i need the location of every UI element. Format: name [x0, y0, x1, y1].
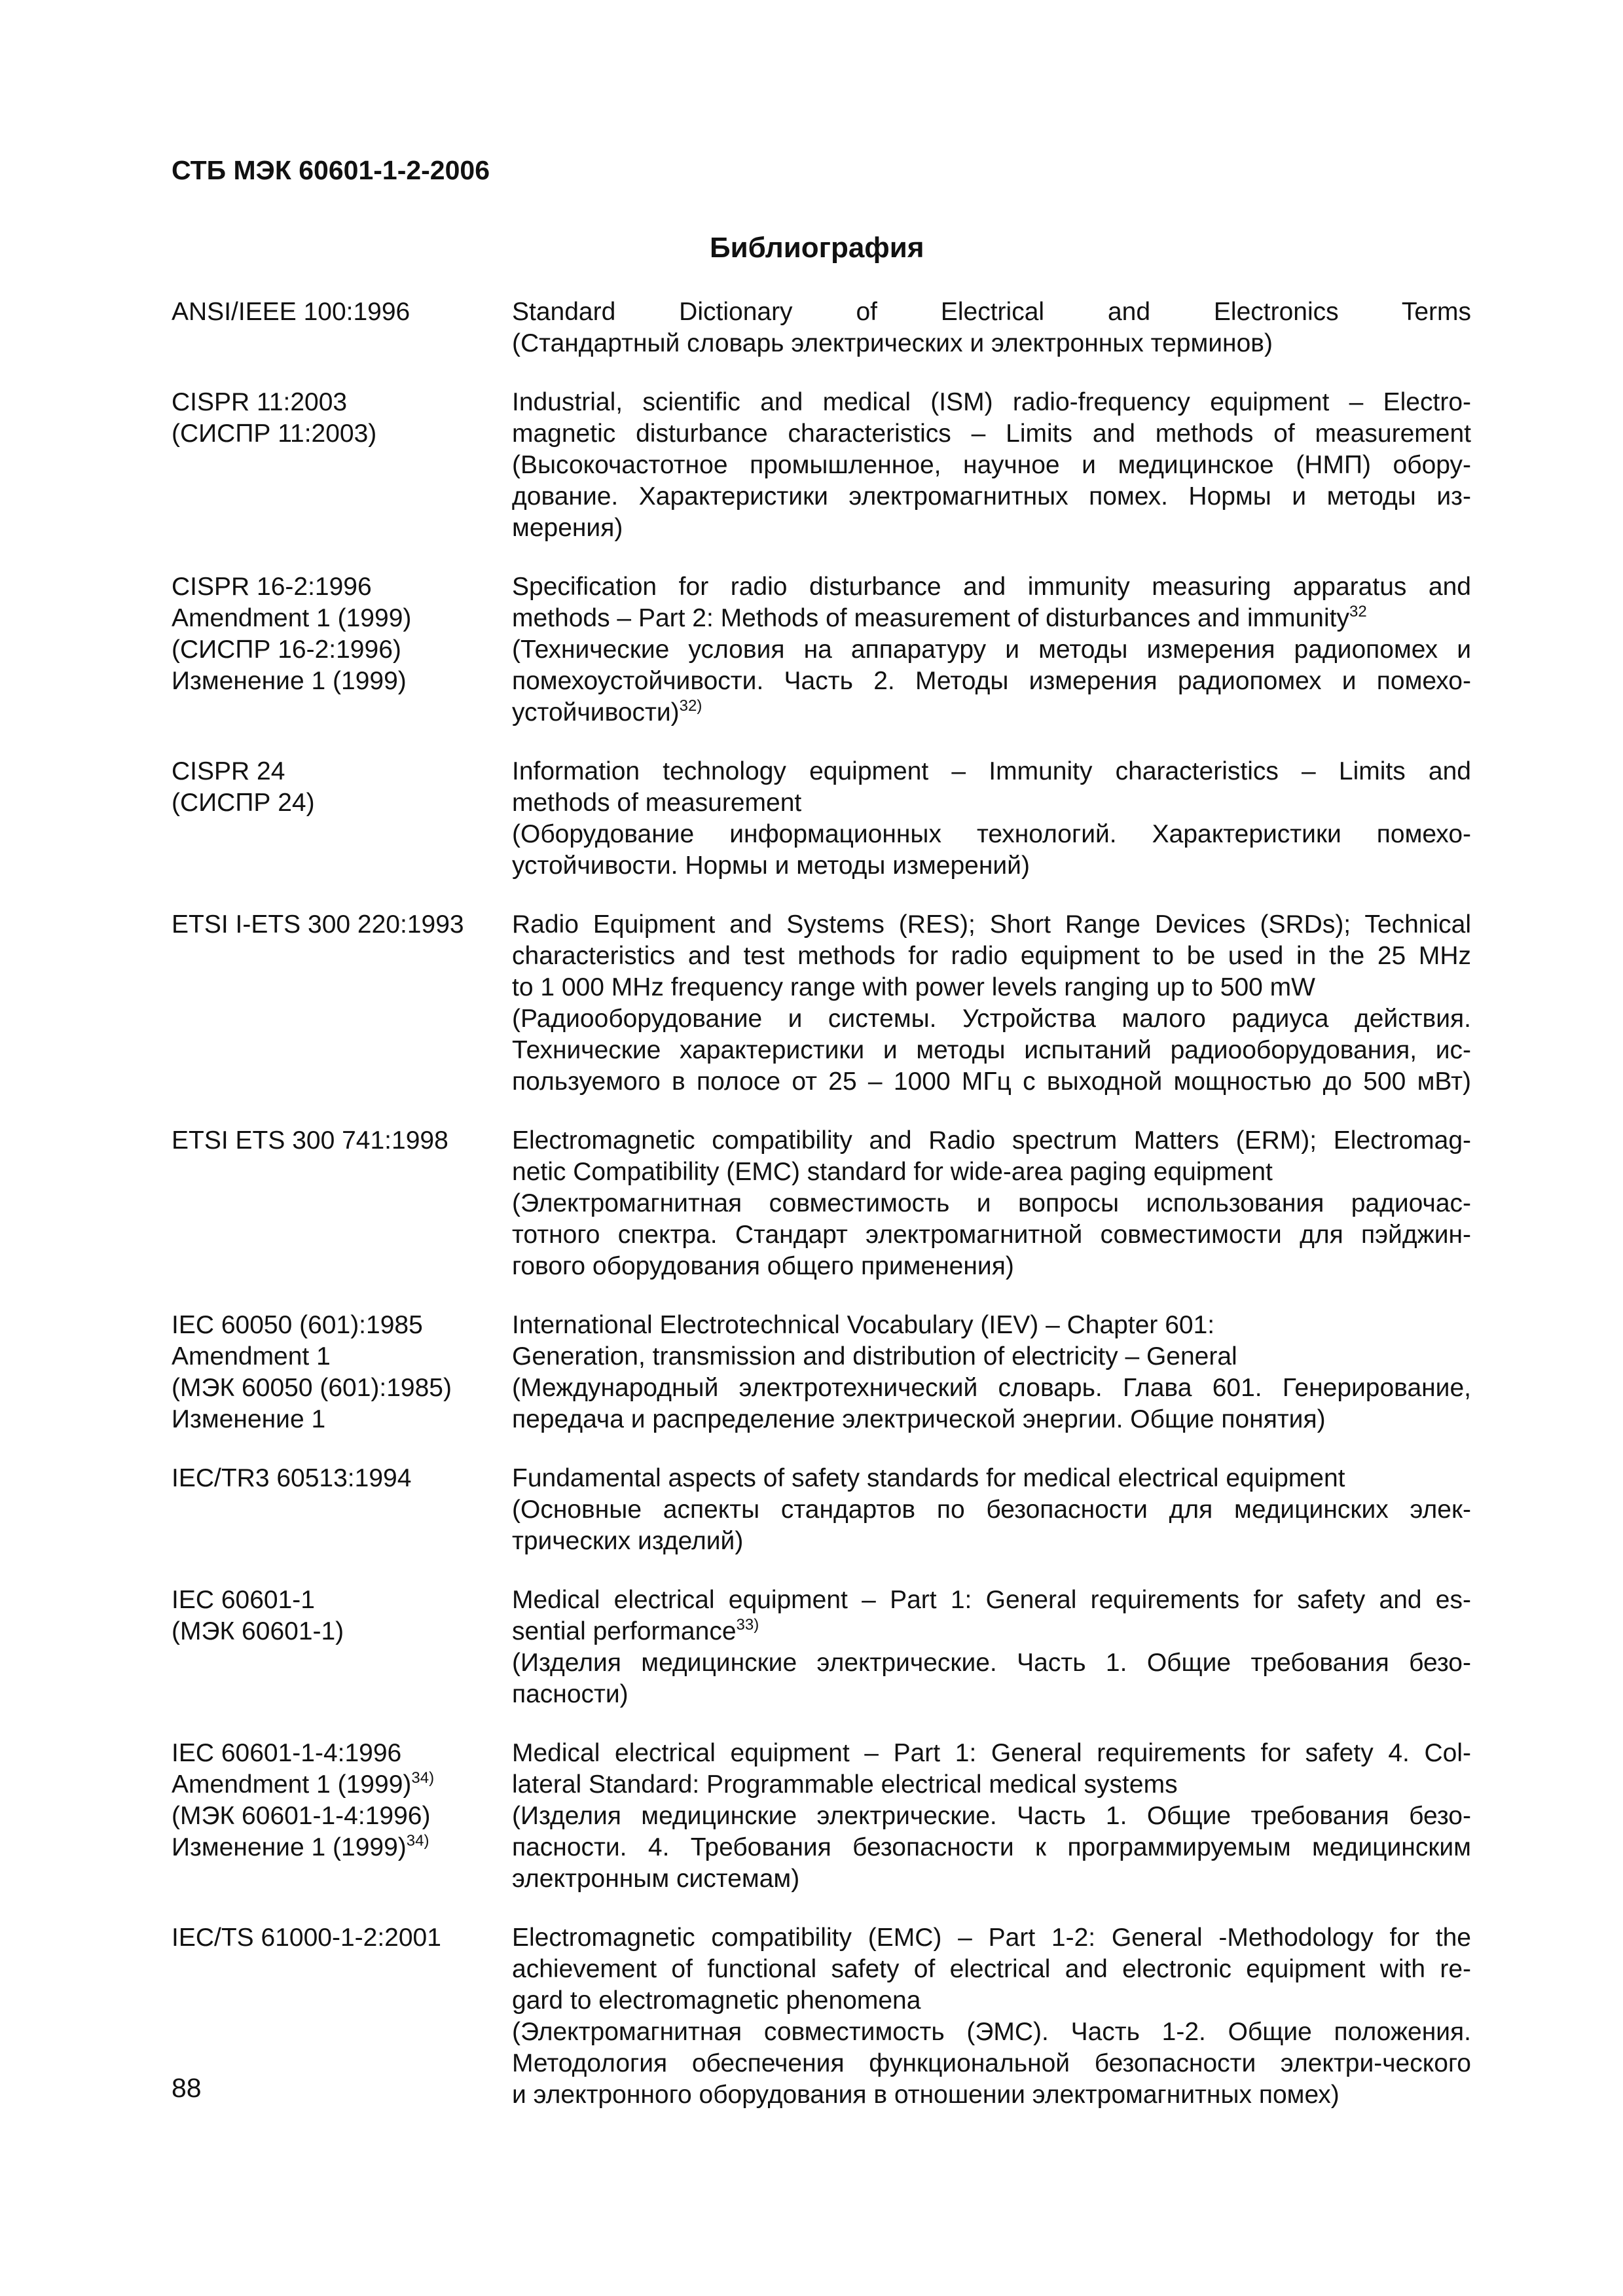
reference-line: ANSI/IEEE 100:1996	[172, 298, 410, 326]
reference-line: IEC 60601-1-4:1996	[172, 1739, 402, 1767]
bibliography-entry	[172, 1310, 1471, 1435]
description-line: Технические характеристики и методы испытаний радиооборудования, ис-	[512, 1036, 1471, 1064]
description-line: characteristics and test methods for radio equipment to be used in the 25 MHz	[512, 942, 1471, 970]
entry-description	[512, 1922, 1471, 2111]
bibliography-entry	[172, 1463, 1471, 1557]
description-line: пользуемого в полосе от 25 – 1000 МГц с выходной мощностью до 500 мВт)	[512, 1067, 1471, 1096]
entry-reference	[172, 571, 512, 697]
description-text: устойчивости)	[512, 698, 680, 726]
reference-line: CISPR 11:2003	[172, 388, 348, 416]
description-line: гового оборудования общего применения)	[512, 1252, 1014, 1280]
description-line: lateral Standard: Programmable electrical medical systems	[512, 1770, 1178, 1799]
description-line: (Основные аспекты стандартов по безопасности для медицинских элек-	[512, 1496, 1471, 1524]
reference-line: (СИСПР 16-2:1996)	[172, 636, 401, 664]
reference-line: CISPR 16-2:1996	[172, 573, 372, 601]
description-line: Medical electrical equipment – Part 1: General requirements for safety and es-	[512, 1586, 1471, 1614]
reference-line: (СИСПР 24)	[172, 789, 315, 817]
reference-line: (СИСПР 11:2003)	[172, 420, 377, 448]
description-line: пасности)	[512, 1680, 629, 1708]
description-line: (Изделия медицинские электрические. Часть 1. Общие требования безо-	[512, 1802, 1471, 1830]
description-line: Specification for radio disturbance and immunity measuring apparatus and	[512, 573, 1471, 601]
bibliography-entry	[172, 909, 1471, 1098]
reference-line: Amendment 1	[172, 1342, 331, 1371]
description-line: (Стандартный словарь электрических и электронных терминов)	[512, 329, 1273, 357]
description-line: (Изделия медицинские электрические. Часть 1. Общие требования безо-	[512, 1649, 1471, 1677]
entry-reference	[172, 1125, 512, 1157]
description-line: (Электромагнитная совместимость и вопросы использования радиочас-	[512, 1189, 1471, 1217]
reference-line: Изменение 1 (1999)	[172, 667, 407, 695]
description-line: Electromagnetic compatibility (EMC) – Part 1-2: General -Methodology for the	[512, 1924, 1471, 1952]
description-line: (Высокочастотное промышленное, научное и медицинское (НМП) обору-	[512, 451, 1471, 479]
bibliography-entry	[172, 1585, 1471, 1710]
description-line	[512, 697, 1471, 728]
reference-line: ETSI I-ETS 300 220:1993	[172, 910, 464, 939]
reference-line: (МЭК 60601-1)	[172, 1617, 344, 1645]
entry-description	[512, 387, 1471, 544]
entry-reference	[172, 909, 512, 941]
entry-description	[512, 1738, 1471, 1895]
description-text: methods – Part 2: Methods of measurement of disturbances and immunity	[512, 604, 1349, 632]
description-line: Industrial, scientific and medical (ISM) radio-frequency equipment – Electro-	[512, 388, 1471, 416]
entry-description	[512, 909, 1471, 1098]
bibliography-entry	[172, 1922, 1471, 2111]
reference-line: IEC/TS 61000-1-2:2001	[172, 1924, 441, 1952]
reference-text: Изменение 1 (1999)	[172, 1833, 407, 1861]
description-line: to 1 000 MHz frequency range with power levels ranging up to 500 mW	[512, 973, 1315, 1001]
footnote-mark: 32)	[679, 697, 702, 715]
footnote-mark: 33)	[736, 1616, 759, 1634]
description-line: и электронного оборудования в отношении электромагнитных помех)	[512, 2081, 1340, 2109]
description-line: (Электромагнитная совместимость (ЭМС). Часть 1-2. Общие положения.	[512, 2018, 1471, 2046]
entry-description	[512, 1310, 1471, 1435]
description-line: помехоустойчивости. Часть 2. Методы измерения радиопомех и помехо-	[512, 667, 1471, 695]
description-line: Standard Dictionary of Electrical and Electronics Terms	[512, 298, 1471, 326]
description-line: дование. Характеристики электромагнитных помех. Нормы и методы из-	[512, 482, 1471, 511]
reference-text: Amendment 1 (1999)	[172, 1770, 412, 1799]
entry-description	[512, 1463, 1471, 1557]
description-line	[512, 1616, 1471, 1647]
bibliography-entry	[172, 1738, 1471, 1895]
reference-line	[172, 1769, 512, 1801]
description-line: Методология обеспечения функциональной безопасности электри-ческого	[512, 2049, 1471, 2077]
reference-line	[172, 1832, 512, 1863]
bibliography-entry	[172, 1125, 1471, 1282]
page-number: 88	[172, 2073, 202, 2103]
page-title: Библиография	[710, 232, 924, 264]
entry-reference	[172, 1463, 512, 1494]
bibliography-list	[172, 296, 1471, 2138]
reference-line: Изменение 1	[172, 1405, 326, 1433]
description-line: netic Compatibility (EMC) standard for wide-area paging equipment	[512, 1158, 1273, 1186]
footnote-mark: 34)	[406, 1832, 429, 1850]
entry-reference	[172, 1585, 512, 1647]
entry-reference	[172, 1738, 512, 1863]
entry-reference	[172, 1922, 512, 1954]
description-line: methods of measurement	[512, 789, 802, 817]
entry-description	[512, 756, 1471, 882]
reference-line: (МЭК 60050 (601):1985)	[172, 1374, 452, 1402]
document-header: СТБ МЭК 60601-1-2-2006	[172, 155, 490, 185]
description-line: Electromagnetic compatibility and Radio spectrum Matters (ERM); Electromag-	[512, 1126, 1471, 1155]
bibliography-entry	[172, 571, 1471, 728]
reference-line: CISPR 24	[172, 757, 285, 785]
description-line: International Electrotechnical Vocabulary (IEV) – Chapter 601:	[512, 1311, 1215, 1339]
reference-line: IEC/TR3 60513:1994	[172, 1464, 412, 1492]
reference-line: Amendment 1 (1999)	[172, 604, 412, 632]
bibliography-entry	[172, 296, 1471, 359]
entry-description	[512, 571, 1471, 728]
description-line: achievement of functional safety of electrical and electronic equipment with re-	[512, 1955, 1471, 1983]
description-line: мерения)	[512, 514, 623, 542]
description-line: (Международный электротехнический словарь. Глава 601. Генерирование,	[512, 1374, 1471, 1402]
description-line: Fundamental aspects of safety standards for medical electrical equipment	[512, 1464, 1345, 1492]
footnote-mark: 32	[1349, 603, 1367, 620]
reference-line: (МЭК 60601-1-4:1996)	[172, 1802, 431, 1830]
reference-line: IEC 60050 (601):1985	[172, 1311, 423, 1339]
description-line: (Радиооборудование и системы. Устройства малого радиуса действия.	[512, 1005, 1471, 1033]
entry-description	[512, 296, 1471, 359]
description-line: Radio Equipment and Systems (RES); Short Range Devices (SRDs); Technical	[512, 910, 1471, 939]
description-line: устойчивости. Нормы и методы измерений)	[512, 852, 1030, 880]
description-line: (Оборудование информационных технологий. Характеристики помехо-	[512, 820, 1471, 848]
entry-reference	[172, 1310, 512, 1435]
description-line: Medical electrical equipment – Part 1: General requirements for safety 4. Col-	[512, 1739, 1471, 1767]
bibliography-entry	[172, 387, 1471, 544]
description-line: Generation, transmission and distribution of electricity – General	[512, 1342, 1237, 1371]
reference-line: IEC 60601-1	[172, 1586, 315, 1614]
entry-description	[512, 1125, 1471, 1282]
bibliography-entry	[172, 756, 1471, 882]
reference-line: ETSI ETS 300 741:1998	[172, 1126, 448, 1155]
description-line: тотного спектра. Стандарт электромагнитной совместимости для пэйджин-	[512, 1221, 1471, 1249]
entry-reference	[172, 296, 512, 328]
entry-reference	[172, 756, 512, 819]
description-line	[512, 603, 1471, 634]
description-line: magnetic disturbance characteristics – Limits and methods of measurement	[512, 420, 1471, 448]
description-line: (Технические условия на аппаратуру и методы измерения радиопомех и	[512, 636, 1471, 664]
description-line: трических изделий)	[512, 1527, 744, 1555]
footnote-mark: 34)	[411, 1769, 435, 1787]
description-line: gard to electromagnetic phenomena	[512, 1986, 921, 2015]
entry-reference	[172, 387, 512, 450]
description-line: пасности. 4. Требования безопасности к программируемым медицинским	[512, 1833, 1471, 1861]
description-line: Information technology equipment – Immunity characteristics – Limits and	[512, 757, 1471, 785]
entry-description	[512, 1585, 1471, 1710]
description-line: электронным системам)	[512, 1865, 800, 1893]
description-text: sential performance	[512, 1617, 737, 1645]
description-line: передача и распределение электрической энергии. Общие понятия)	[512, 1405, 1326, 1433]
